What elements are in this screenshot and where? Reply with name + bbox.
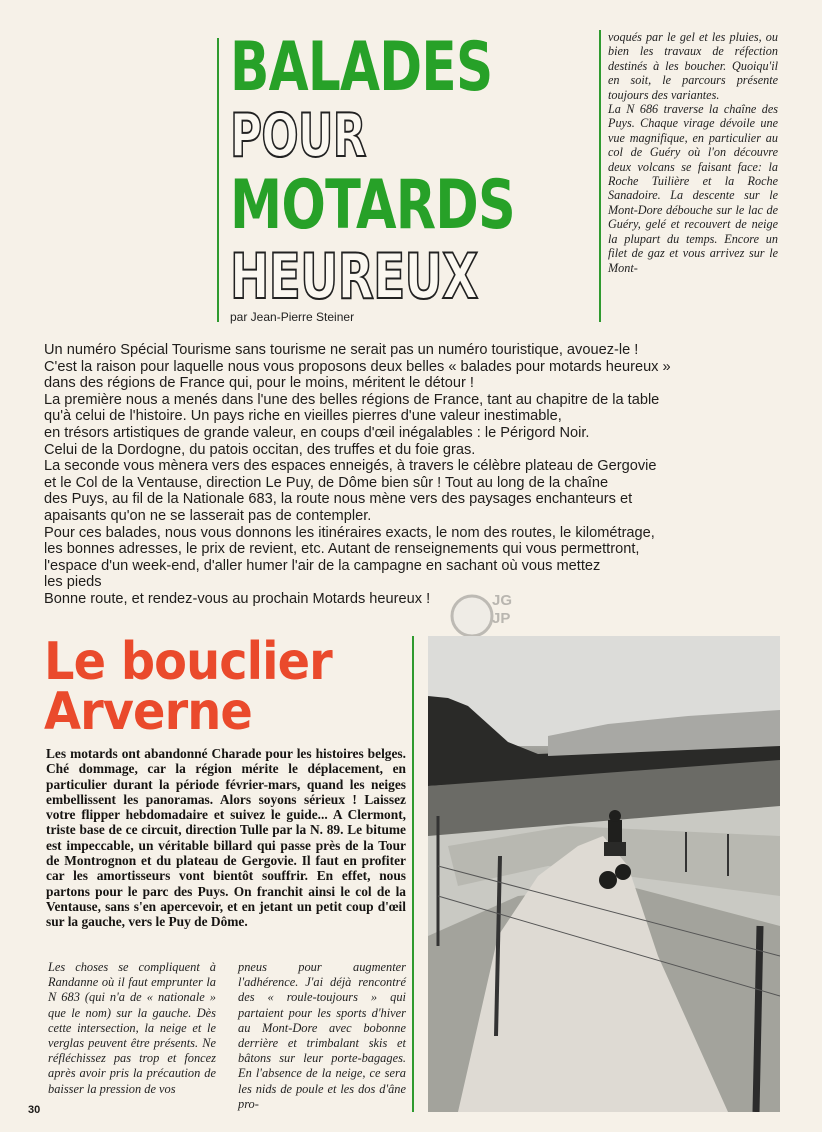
title-rule: [217, 38, 219, 322]
section-column-right: pneus pour augmenter l'adhérence. J'ai déjà rencontré des « roule-toujours » qui partaient pour les sports d'hiver au Mont-Dore avec bobonne derrière et trimbalant skis et bâtons sur leur porte-bagages. En l'absence de la neige, ce sera les nids de poule et les dos d'âne pro-: [238, 960, 406, 1111]
title-line-pour: POUR: [230, 101, 366, 171]
motorcycle-snow-photo: [428, 636, 780, 1112]
photo-scene-icon: [428, 636, 780, 1112]
title-line-heureux: HEUREUX: [230, 240, 478, 313]
right-column-text: [608, 30, 778, 275]
section-title-line2: Arverne: [44, 682, 252, 742]
section-column-left: Les choses se compliquent à Randanne où il faut emprunter la N 683 (qui n'a de « nationale » que le nom) sur la gauche. Dès cette intersection, la neige et le verglas peuvent être présents. Ne réfléchissez pas trop et foncez après avoir pris la précaution de baisser la pression de vos: [48, 960, 216, 1096]
section-lead: Les motards ont abandonné Charade pour les histoires belges. Ché dommage, car la région mérite le déplacement, en particulier durant la période février-mars, quand les neiges embellissent les panoramas. Alors soyons sérieux ! Laissez votre flipper hebdomadaire et suivez le guide... A Clermont, triste base de ce circuit, direction Tulle par la N. 89. Le bitume est impeccable, un véritable billard qui passe près de la Tour de Montrognon et du plateau de Gergovie. Il faut en profiter car les amortisseurs vont bientôt souffrir. En effet, nous partons pour le parc des Puys. On franchit ainsi le col de la Ventause, sans s'en apercevoir, et en jetant un petit coup d'œil sur la gauche, vers le Puy de Dôme.: [46, 746, 406, 930]
title-line-motards: MOTARDS: [230, 166, 515, 245]
watermark-line: JP: [492, 610, 511, 627]
right-column-rule: [599, 30, 601, 322]
section-rule: [412, 636, 414, 1112]
right-column-paragraph: La N 686 traverse la chaîne des Puys. Chaque virage dévoile une vue magnifique, en particulier au col de Guéry où l'on découvre deux volcans se faisant face: la Roche Tuilière et la Roche Sanadoire. La descente sur le Mont-Dore débouche sur le lac de Guéry, gelé et recouvert de neige la plupart du temps. Encore un filet de gaz et vous arrivez sur le Mont-: [608, 102, 778, 275]
byline: par Jean-Pierre Steiner: [230, 310, 355, 324]
right-column-paragraph: voqués par le gel et les pluies, ou bien les travaux de réfection destinés à les boucher. Quoiqu'il en soit, le parcours présente toujours des variantes.: [608, 30, 778, 102]
section-title-line1: Le bouclier: [44, 632, 332, 692]
intro-text: Un numéro Spécial Tourisme sans tourisme ne serait pas un numéro touristique, avouez-le ! C'est la raison pour laquelle nous vous proposons deux belles « balades pour motards heureux » dans des régions de France qui, pour le moins, méritent le détour ! La première nous a menés dans l'une des belles régions de France, tant au chapitre de la table qu'à celui de l'histoire. Un pays riche en vieilles pierres d'une valeur inestimable, en trésors artistiques de grande valeur, en coups d'œil inégalables : le Périgord Noir. Celui de la Dordogne, du patois occitan, des truffes et du foie gras. La seconde vous mènera vers des espaces enneigés, à travers le célèbre plateau de Gergovie et le Col de la Ventause, direction Le Puy, de Dôme bien sûr ! Tout au long de la chaîne des Puys, au fil de la Nationale 683, la route nous mène vers des paysages enchanteurs et apaisants qu'on ne se lasserait pas de contempler. Pour ces balades, nous vous donnons les itinéraires exacts, le nom des routes, le kilométrage, les bonnes adresses, le prix de revient, etc. Autant de renseignements qui vous permettront, l'espace d'un week-end, d'aller humer l'air de la campagne en sachant où vous mettez les pieds Bonne route, et rendez-vous au prochain Motards heureux !: [44, 342, 671, 607]
page-number: 30: [28, 1104, 41, 1116]
title-line-balades: BALADES: [230, 28, 493, 107]
watermark-line: JG: [492, 592, 513, 609]
